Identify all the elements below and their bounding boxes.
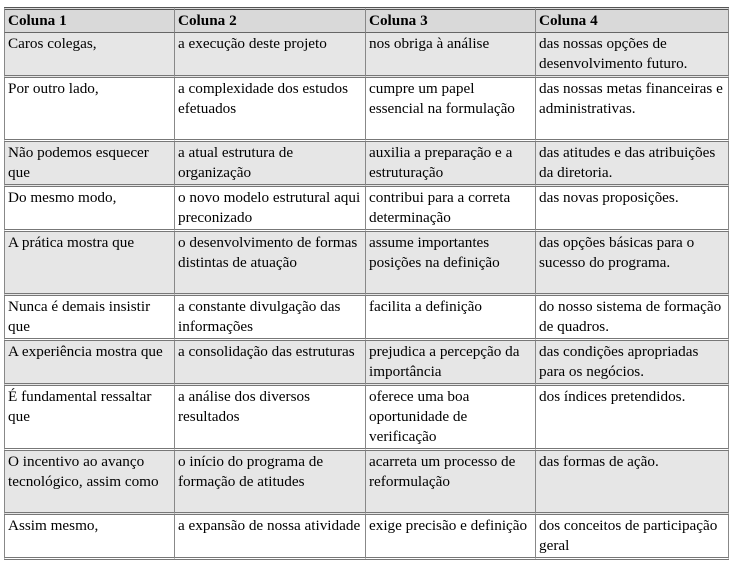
table-cell: o novo modelo estrutural aqui preconizado <box>174 187 365 232</box>
table-cell: das condições apropriadas para os negócios. <box>535 341 729 386</box>
table-row <box>4 232 729 296</box>
table-cell: Por outro lado, <box>4 78 174 142</box>
table-row <box>4 142 729 187</box>
table-cell: das opções básicas para o sucesso do programa. <box>535 232 729 296</box>
table-cell: A prática mostra que <box>4 232 174 296</box>
table-cell: cumpre um papel essencial na formulação <box>365 78 535 142</box>
table-cell: a execução deste projeto <box>174 33 365 78</box>
table-cell: das novas proposições. <box>535 187 729 232</box>
table-cell: do nosso sistema de formação de quadros. <box>535 296 729 341</box>
table-cell: Do mesmo modo, <box>4 187 174 232</box>
table-cell: O incentivo ao avanço tecnológico, assim como <box>4 451 174 515</box>
table-cell: a consolidação das estruturas <box>174 341 365 386</box>
table-row <box>4 296 729 341</box>
table-cell: das nossas metas financeiras e administrativas. <box>535 78 729 142</box>
table-cell: contribui para a correta determinação <box>365 187 535 232</box>
table-cell: o desenvolvimento de formas distintas de atuação <box>174 232 365 296</box>
table-row <box>4 341 729 386</box>
header-row <box>4 7 729 33</box>
table-cell: oferece uma boa oportunidade de verificação <box>365 386 535 451</box>
table-cell: exige precisão e definição <box>365 515 535 560</box>
table-cell: a análise dos diversos resultados <box>174 386 365 451</box>
table-cell: nos obriga à análise <box>365 33 535 78</box>
table-cell: das formas de ação. <box>535 451 729 515</box>
table-cell: a complexidade dos estudos efetuados <box>174 78 365 142</box>
table-row <box>4 187 729 232</box>
table-cell: das nossas opções de desenvolvimento futuro. <box>535 33 729 78</box>
table-cell: facilita a definição <box>365 296 535 341</box>
table-cell: É fundamental ressaltar que <box>4 386 174 451</box>
table-row <box>4 33 729 78</box>
header-cell-3: Coluna 3 <box>365 7 535 33</box>
table-cell: Caros colegas, <box>4 33 174 78</box>
table-row <box>4 386 729 451</box>
document-page <box>4 7 729 560</box>
table-cell: a constante divulgação das informações <box>174 296 365 341</box>
table-cell: prejudica a percepção da importância <box>365 341 535 386</box>
table-cell: a expansão de nossa atividade <box>174 515 365 560</box>
table-cell: A experiência mostra que <box>4 341 174 386</box>
table-body <box>4 33 729 560</box>
phrase-table <box>4 7 729 560</box>
table-cell: Assim mesmo, <box>4 515 174 560</box>
header-cell-4: Coluna 4 <box>535 7 729 33</box>
header-cell-2: Coluna 2 <box>174 7 365 33</box>
table-cell: dos conceitos de participação geral <box>535 515 729 560</box>
table-cell: a atual estrutura de organização <box>174 142 365 187</box>
table-row <box>4 78 729 142</box>
table-cell: assume importantes posições na definição <box>365 232 535 296</box>
table-row <box>4 515 729 560</box>
header-cell-1: Coluna 1 <box>4 7 174 33</box>
table-cell: acarreta um processo de reformulação <box>365 451 535 515</box>
table-cell: das atitudes e das atribuições da diretoria. <box>535 142 729 187</box>
table-cell: auxilia a preparação e a estruturação <box>365 142 535 187</box>
table-row <box>4 451 729 515</box>
table-cell: dos índices pretendidos. <box>535 386 729 451</box>
table-cell: Nunca é demais insistir que <box>4 296 174 341</box>
table-cell: o início do programa de formação de atitudes <box>174 451 365 515</box>
table-cell: Não podemos esquecer que <box>4 142 174 187</box>
